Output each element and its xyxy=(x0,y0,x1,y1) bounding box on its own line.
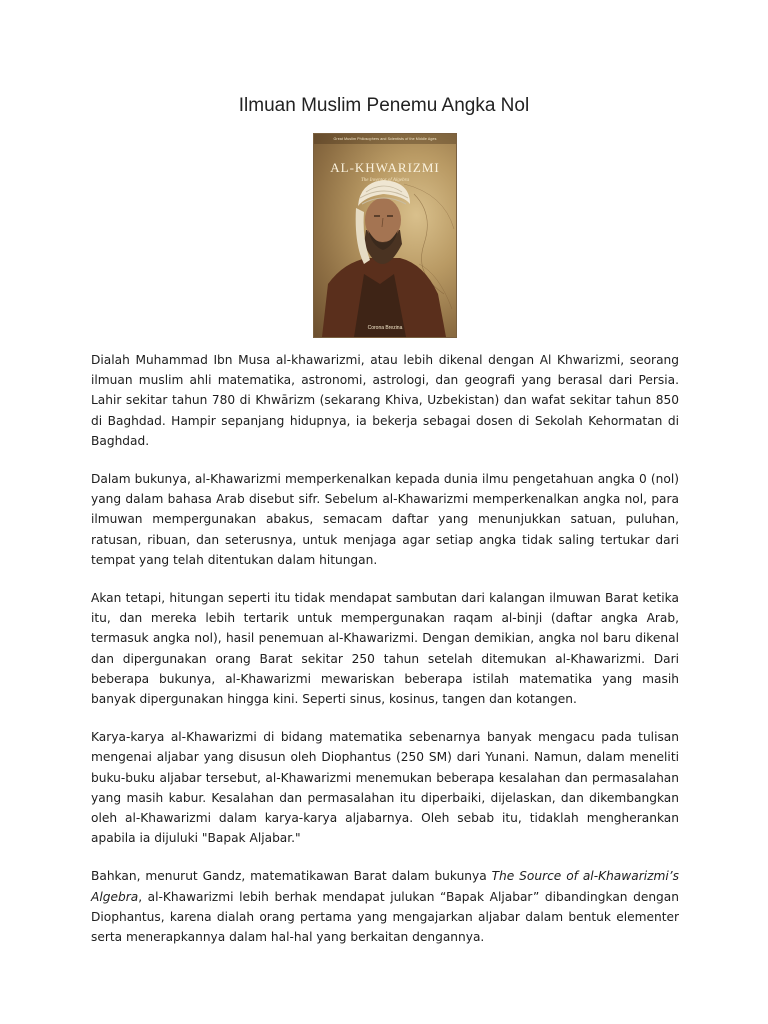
document-title: Ilmuan Muslim Penemu Angka Nol xyxy=(238,95,530,116)
text-span: , al-Khawarizmi lebih berhak mendapat julukan “Bapak Aljabar” dibandingkan dengan Diophantus, karena dialah orang pertama yang mengajarkan aljabar dalam bentuk elementer serta menerapkannya dalam hal-hal yang berkaitan dengannya. xyxy=(91,889,679,945)
article-body xyxy=(91,350,679,965)
paragraph: Dalam bukunya, al-Khawarizmi memperkenalkan kepada dunia ilmu pengetahuan angka 0 (nol) yang dalam bahasa Arab disebut sifr. Sebelum al-Khawarizmi memperkenalkan angka nol, para ilmuwan mempergunakan abakus, semacam daftar yang menunjukkan satuan, puluhan, ratusan, ribuan, dan seterusnya, untuk menjaga agar setiap angka tidak saling tertukar dari tempat yang telah ditentukan dalam hitungan. xyxy=(91,472,679,567)
paragraph-last xyxy=(91,866,679,947)
paragraph: Dialah Muhammad Ibn Musa al-khawarizmi, atau lebih dikenal dengan Al Khwarizmi, seorang ilmuan muslim ahli matematika, astronomi, astrologi, dan geografi yang berasal dari Persia. Lahir sekitar tahun 780 di Khwārizm (sekarang Khiva, Uzbekistan) dan wafat sekitar tahun 850 di Baghdad. Hampir sepanjang hidupnya, ia bekerja sebagai dosen di Sekolah Kehormatan di Baghdad. xyxy=(91,353,679,448)
cover-author: Corona Brezina xyxy=(367,325,403,331)
text-span: Bahkan, menurut Gandz, matematikawan Barat dalam bukunya xyxy=(91,869,492,884)
book-cover-image xyxy=(314,134,456,337)
cover-series-text: Great Muslim Philosophers and Scientists of the Middle Ages xyxy=(333,137,437,141)
paragraph: Karya-karya al-Khawarizmi di bidang matematika sebenarnya banyak mengacu pada tulisan mengenai aljabar yang disusun oleh Diophantus (250 SM) dari Yunani. Namun, dalam meneliti buku-buku aljabar tersebut, al-Khawarizmi menemukan beberapa kesalahan dan permasalahan yang masih kabur. Kesalahan dan permasalahan itu diperbaiki, dijelaskan, dan dikembangkan oleh al-Khawarizmi dalam karya-karya aljabarnya. Oleh sebab itu, tidaklah mengherankan apabila ia dijuluki "Bapak Aljabar." xyxy=(91,730,679,846)
paragraph: Akan tetapi, hitungan seperti itu tidak mendapat sambutan dari kalangan ilmuwan Barat ketika itu, dan mereka lebih tertarik untuk mempergunakan raqam al-binji (daftar angka Arab, termasuk angka nol), hasil penemuan al-Khawarizmi. Dengan demikian, angka nol baru dikenal dan dipergunakan orang Barat sekitar 250 tahun setelah ditemukan al-Khawarizmi. Dari beberapa bukunya, al-Khawarizmi mewariskan beberapa istilah matematika yang masih banyak dipergunakan hingga kini. Seperti sinus, kosinus, tangen dan kotangen. xyxy=(91,591,679,707)
cover-title: AL-KHWARIZMI xyxy=(330,160,440,175)
book-title-italic: The Source of al-Khawarizmi’s Algebra xyxy=(91,869,679,904)
cover-subtitle: The Inventor of Algebra xyxy=(360,178,410,183)
